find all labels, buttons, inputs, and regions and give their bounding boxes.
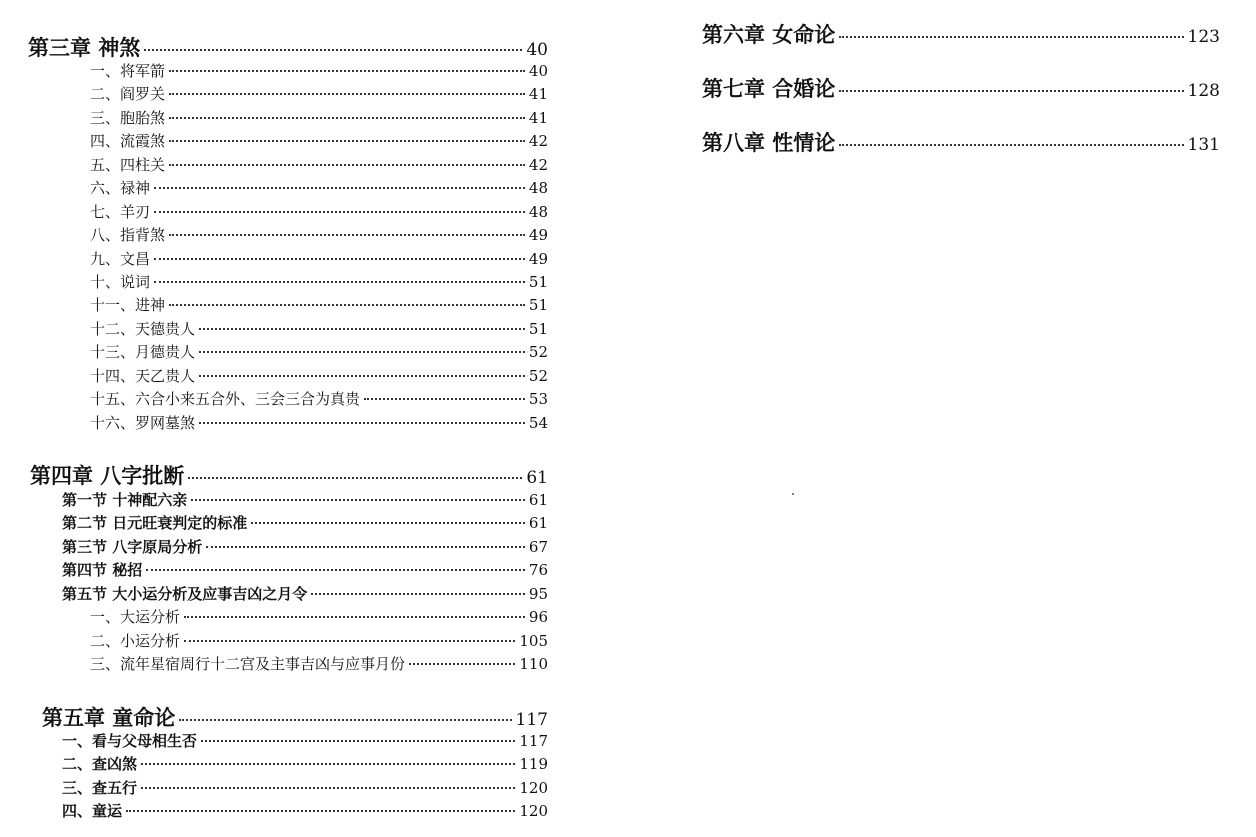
item-title: 十四、天乙贵人 bbox=[90, 367, 196, 385]
dot-leader bbox=[839, 36, 1183, 38]
toc-item[interactable] bbox=[90, 201, 548, 222]
section-title: 第四节 秘招 bbox=[62, 561, 143, 579]
dot-leader bbox=[364, 398, 525, 400]
page-number: 52 bbox=[528, 367, 548, 385]
dot-leader bbox=[169, 117, 525, 119]
dot-leader bbox=[184, 640, 515, 642]
page-number: 67 bbox=[528, 538, 548, 556]
page-number: 42 bbox=[528, 156, 548, 174]
dot-leader bbox=[144, 49, 522, 51]
item-title: 二、阎罗关 bbox=[90, 85, 166, 103]
page-number: 49 bbox=[528, 226, 548, 244]
item-title: 一、看与父母相生否 bbox=[62, 732, 198, 750]
dot-leader bbox=[311, 593, 525, 595]
toc-item[interactable] bbox=[90, 294, 548, 315]
toc-section[interactable] bbox=[62, 489, 548, 510]
dot-leader bbox=[146, 569, 525, 571]
dot-leader bbox=[191, 499, 525, 501]
toc-item[interactable] bbox=[90, 83, 548, 104]
dot-leader bbox=[188, 477, 522, 479]
toc-item[interactable] bbox=[90, 412, 548, 433]
page-number: 51 bbox=[528, 320, 548, 338]
chapter-title: 第四章 八字批断 bbox=[30, 463, 185, 488]
page-number: 105 bbox=[519, 632, 548, 650]
page-number: 117 bbox=[515, 710, 548, 730]
page-number: 76 bbox=[528, 561, 548, 579]
toc-section[interactable] bbox=[62, 583, 548, 604]
item-title: 四、流霞煞 bbox=[90, 132, 166, 150]
dot-leader bbox=[201, 740, 515, 742]
item-title: 十六、罗网墓煞 bbox=[90, 414, 196, 432]
toc-item[interactable] bbox=[90, 388, 548, 409]
toc-item[interactable] bbox=[90, 60, 548, 81]
item-title: 八、指背煞 bbox=[90, 226, 166, 244]
page-number: 61 bbox=[526, 468, 548, 488]
dot-leader bbox=[839, 90, 1183, 92]
page-number: 51 bbox=[528, 273, 548, 291]
item-title: 十三、月德贵人 bbox=[90, 343, 196, 361]
section-title: 第二节 日元旺衰判定的标准 bbox=[62, 514, 248, 532]
toc-chapter-4[interactable] bbox=[30, 460, 548, 490]
page-number: 40 bbox=[528, 62, 548, 80]
dot-leader bbox=[141, 763, 515, 765]
page-number: 131 bbox=[1187, 135, 1220, 155]
item-title: 一、将军箭 bbox=[90, 62, 166, 80]
toc-item[interactable] bbox=[62, 753, 548, 774]
item-title: 二、小运分析 bbox=[90, 632, 181, 650]
page-number: 61 bbox=[528, 514, 548, 532]
section-title: 第一节 十神配六亲 bbox=[62, 491, 188, 509]
dot-leader bbox=[169, 140, 525, 142]
page-number: 123 bbox=[1187, 27, 1220, 47]
chapter-title: 第五章 童命论 bbox=[42, 705, 176, 730]
dot-leader bbox=[169, 234, 525, 236]
page-number: 119 bbox=[519, 755, 548, 773]
page-number: 49 bbox=[528, 250, 548, 268]
section-title: 第三节 八字原局分析 bbox=[62, 538, 203, 556]
dot-leader bbox=[154, 211, 525, 213]
page-number: 54 bbox=[528, 414, 548, 432]
toc-section[interactable] bbox=[62, 536, 548, 557]
toc-item[interactable] bbox=[90, 318, 548, 339]
dot-leader bbox=[409, 663, 515, 665]
item-title: 十、说词 bbox=[90, 273, 151, 291]
dot-leader bbox=[169, 304, 525, 306]
page-number: 51 bbox=[528, 296, 548, 314]
chapter-title: 第六章 女命论 bbox=[702, 22, 836, 47]
item-title: 七、羊刃 bbox=[90, 203, 151, 221]
page-number: 48 bbox=[528, 203, 548, 221]
toc-item[interactable] bbox=[90, 177, 548, 198]
dot-leader bbox=[126, 810, 515, 812]
item-title: 一、大运分析 bbox=[90, 608, 181, 626]
toc-chapter-5[interactable] bbox=[42, 702, 548, 732]
toc-item[interactable] bbox=[90, 130, 548, 151]
item-title: 五、四柱关 bbox=[90, 156, 166, 174]
page-number: 40 bbox=[526, 40, 548, 60]
toc-item[interactable] bbox=[90, 365, 548, 386]
toc-item[interactable] bbox=[90, 107, 548, 128]
page-number: 117 bbox=[519, 732, 548, 750]
page-number: 95 bbox=[528, 585, 548, 603]
dot-leader bbox=[154, 187, 525, 189]
page-number: 41 bbox=[528, 109, 548, 127]
dot-leader bbox=[199, 375, 525, 377]
item-title: 三、流年星宿周行十二宫及主事吉凶与应事月份 bbox=[90, 655, 406, 673]
dot-leader bbox=[199, 328, 525, 330]
page-number: 48 bbox=[528, 179, 548, 197]
chapter-title: 第八章 性情论 bbox=[702, 130, 836, 155]
toc-item[interactable] bbox=[90, 154, 548, 175]
item-title: 十五、六合小来五合外、三会三合为真贵 bbox=[90, 390, 361, 408]
page-number: 128 bbox=[1187, 81, 1220, 101]
toc-chapter-3[interactable] bbox=[28, 32, 548, 62]
item-title: 二、查凶煞 bbox=[62, 755, 138, 773]
toc-item[interactable] bbox=[90, 248, 548, 269]
chapter-title: 第七章 合婚论 bbox=[702, 76, 836, 101]
dot-leader bbox=[179, 719, 511, 721]
page-number: 120 bbox=[519, 802, 548, 820]
toc-item[interactable] bbox=[62, 777, 548, 798]
page-number: 61 bbox=[528, 491, 548, 509]
item-title: 十二、天德贵人 bbox=[90, 320, 196, 338]
scan-speck bbox=[792, 493, 794, 495]
section-title: 第五节 大小运分析及应事吉凶之月令 bbox=[62, 585, 308, 603]
dot-leader bbox=[206, 546, 525, 548]
page-number: 110 bbox=[519, 655, 548, 673]
dot-leader bbox=[199, 422, 525, 424]
item-title: 十一、进神 bbox=[90, 296, 166, 314]
toc-chapter-7[interactable] bbox=[702, 73, 1220, 103]
toc-section[interactable] bbox=[62, 559, 548, 580]
toc-item[interactable] bbox=[90, 341, 548, 362]
item-title: 四、童运 bbox=[62, 802, 123, 820]
item-title: 九、文昌 bbox=[90, 250, 151, 268]
dot-leader bbox=[154, 258, 525, 260]
toc-section[interactable] bbox=[62, 512, 548, 533]
toc-subitem[interactable] bbox=[90, 606, 548, 627]
page-number: 42 bbox=[528, 132, 548, 150]
toc-item[interactable] bbox=[62, 730, 548, 751]
dot-leader bbox=[169, 93, 525, 95]
dot-leader bbox=[839, 144, 1183, 146]
page-number: 120 bbox=[519, 779, 548, 797]
dot-leader bbox=[251, 522, 525, 524]
dot-leader bbox=[141, 787, 515, 789]
dot-leader bbox=[184, 616, 525, 618]
page-number: 52 bbox=[528, 343, 548, 361]
toc-item[interactable] bbox=[90, 271, 548, 292]
page-number: 53 bbox=[528, 390, 548, 408]
dot-leader bbox=[154, 281, 525, 283]
chapter-title: 第三章 神煞 bbox=[28, 35, 141, 60]
toc-chapter-8[interactable] bbox=[702, 127, 1220, 157]
item-title: 六、禄神 bbox=[90, 179, 151, 197]
toc-item[interactable] bbox=[62, 800, 548, 821]
dot-leader bbox=[169, 70, 525, 72]
page-number: 41 bbox=[528, 85, 548, 103]
toc-subitem[interactable] bbox=[90, 653, 548, 674]
page-number: 96 bbox=[528, 608, 548, 626]
item-title: 三、查五行 bbox=[62, 779, 138, 797]
toc-item[interactable] bbox=[90, 224, 548, 245]
toc-subitem[interactable] bbox=[90, 630, 548, 651]
toc-chapter-6[interactable] bbox=[702, 19, 1220, 49]
dot-leader bbox=[199, 351, 525, 353]
dot-leader bbox=[169, 164, 525, 166]
item-title: 三、胞胎煞 bbox=[90, 109, 166, 127]
